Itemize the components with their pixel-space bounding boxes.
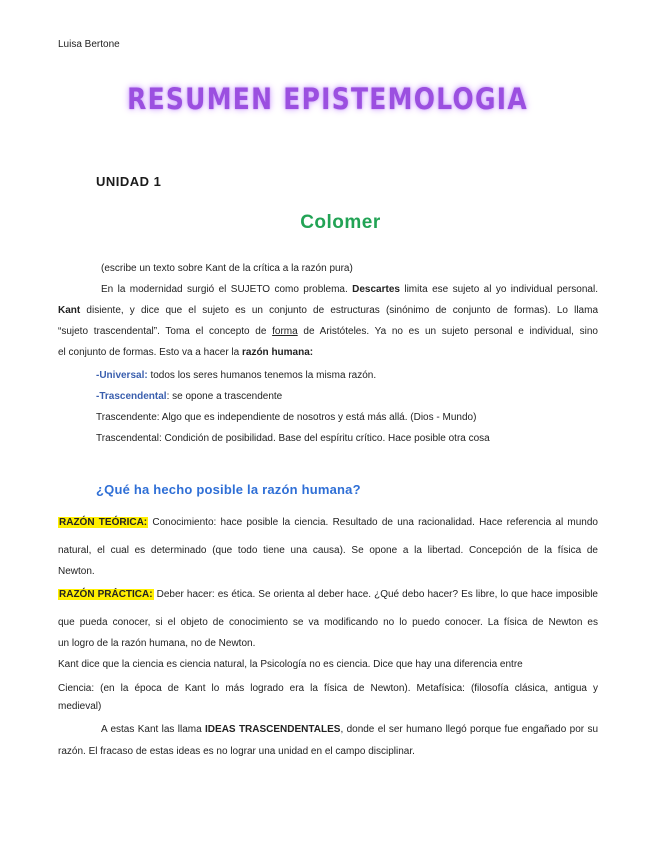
practica-line bbox=[58, 588, 598, 602]
bold-term: IDEAS TRASCENDENTALES bbox=[205, 724, 341, 735]
underlined-term: forma bbox=[272, 326, 298, 337]
paragraph-line: razón. El fracaso de estas ideas es no lograr una unidad en el campo disciplinar. bbox=[58, 746, 415, 757]
page-title: RESUMEN EPISTEMOLOGIA bbox=[127, 82, 528, 116]
text-run: disiente, y dice que el sujeto es un conjunto de estructuras (sinónimo de conjunto de formas). Lo llama bbox=[86, 305, 599, 316]
teorica-line: Newton. bbox=[58, 566, 95, 577]
highlighted-label: RAZÓN PRÁCTICA: bbox=[59, 589, 153, 600]
bold-term: Descartes bbox=[352, 284, 400, 295]
paragraph-line: Kant dice que la ciencia es ciencia natural, la Psicología no es ciencia. Dice que hay una diferencia entre bbox=[58, 659, 523, 670]
text-run: Deber hacer: es ética. Se orienta al deber hace. ¿Qué debo hacer? Es libre, lo que hace imposible bbox=[156, 589, 598, 600]
text-run: el conjunto de formas. Esto va a hacer la bbox=[58, 347, 240, 358]
highlighted-label: RAZÓN TEÓRICA: bbox=[59, 517, 148, 528]
text-run: , donde el ser humano llegó porque fue engañado por su bbox=[340, 724, 599, 735]
practica-line: un logro de la razón humana, no de Newton. bbox=[58, 638, 256, 649]
text-run: todos los seres humanos tenemos la misma razón. bbox=[150, 370, 377, 381]
definition-line: Trascendental: Condición de posibilidad. Base del espíritu crítico. Hace posible otra cosa bbox=[96, 433, 490, 444]
bullet-universal bbox=[96, 369, 376, 383]
teorica-line: natural, el cual es determinado (que todo tiene una causa). Se opone a la libertad. Concepción de la física de bbox=[58, 545, 598, 556]
bold-term: razón humana bbox=[242, 347, 310, 358]
text-run: Conocimiento: hace posible la ciencia. Resultado de una racionalidad. Hace referencia al mundo bbox=[152, 517, 598, 528]
practica-line: que pueda conocer, si el objeto de conocimiento se va modificando no lo puedo conocer. La física de Newton es bbox=[58, 617, 598, 628]
question-heading: ¿Qué ha hecho posible la razón humana? bbox=[96, 482, 361, 497]
paragraph-line bbox=[58, 346, 313, 360]
note-line: (escribe un texto sobre Kant de la crítica a la razón pura) bbox=[101, 263, 353, 274]
text-run: En la modernidad surgió el SUJETO como problema. bbox=[101, 284, 348, 295]
text-run: : bbox=[309, 347, 314, 358]
text-run: limita ese sujeto al yo individual personal. bbox=[404, 284, 598, 295]
paragraph-line bbox=[101, 283, 598, 297]
paragraph-line: Ciencia: (en la época de Kant lo más logrado era la física de Newton). Metafísica: (filosofía clásica, antigua y bbox=[58, 683, 598, 694]
text-run: A estas Kant las llama bbox=[101, 724, 202, 735]
bullet-label: -Universal: bbox=[96, 370, 148, 381]
paragraph-line bbox=[58, 304, 598, 318]
section-heading bbox=[0, 212, 655, 234]
text-run: de Aristóteles. Ya no es un sujeto personal e individual, sino bbox=[303, 326, 598, 337]
section-author: Colomer bbox=[300, 212, 381, 233]
paragraph-line bbox=[101, 723, 598, 737]
bold-term: Kant bbox=[58, 305, 81, 316]
author-name: Luisa Bertone bbox=[58, 39, 120, 50]
definition-line: Trascendente: Algo que es independiente de nosotros y está más allá. (Dios - Mundo) bbox=[96, 412, 477, 423]
paragraph-line bbox=[58, 325, 598, 339]
unit-heading: UNIDAD 1 bbox=[96, 174, 162, 189]
bullet-label: -Trascendental bbox=[96, 391, 167, 402]
bullet-trascendental bbox=[96, 390, 282, 404]
teorica-line bbox=[58, 516, 598, 530]
text-run: : se opone a trascendente bbox=[166, 391, 283, 402]
text-run: “sujeto trascendental”. Toma el concepto de bbox=[58, 326, 267, 337]
paragraph-line: medieval) bbox=[58, 701, 102, 712]
